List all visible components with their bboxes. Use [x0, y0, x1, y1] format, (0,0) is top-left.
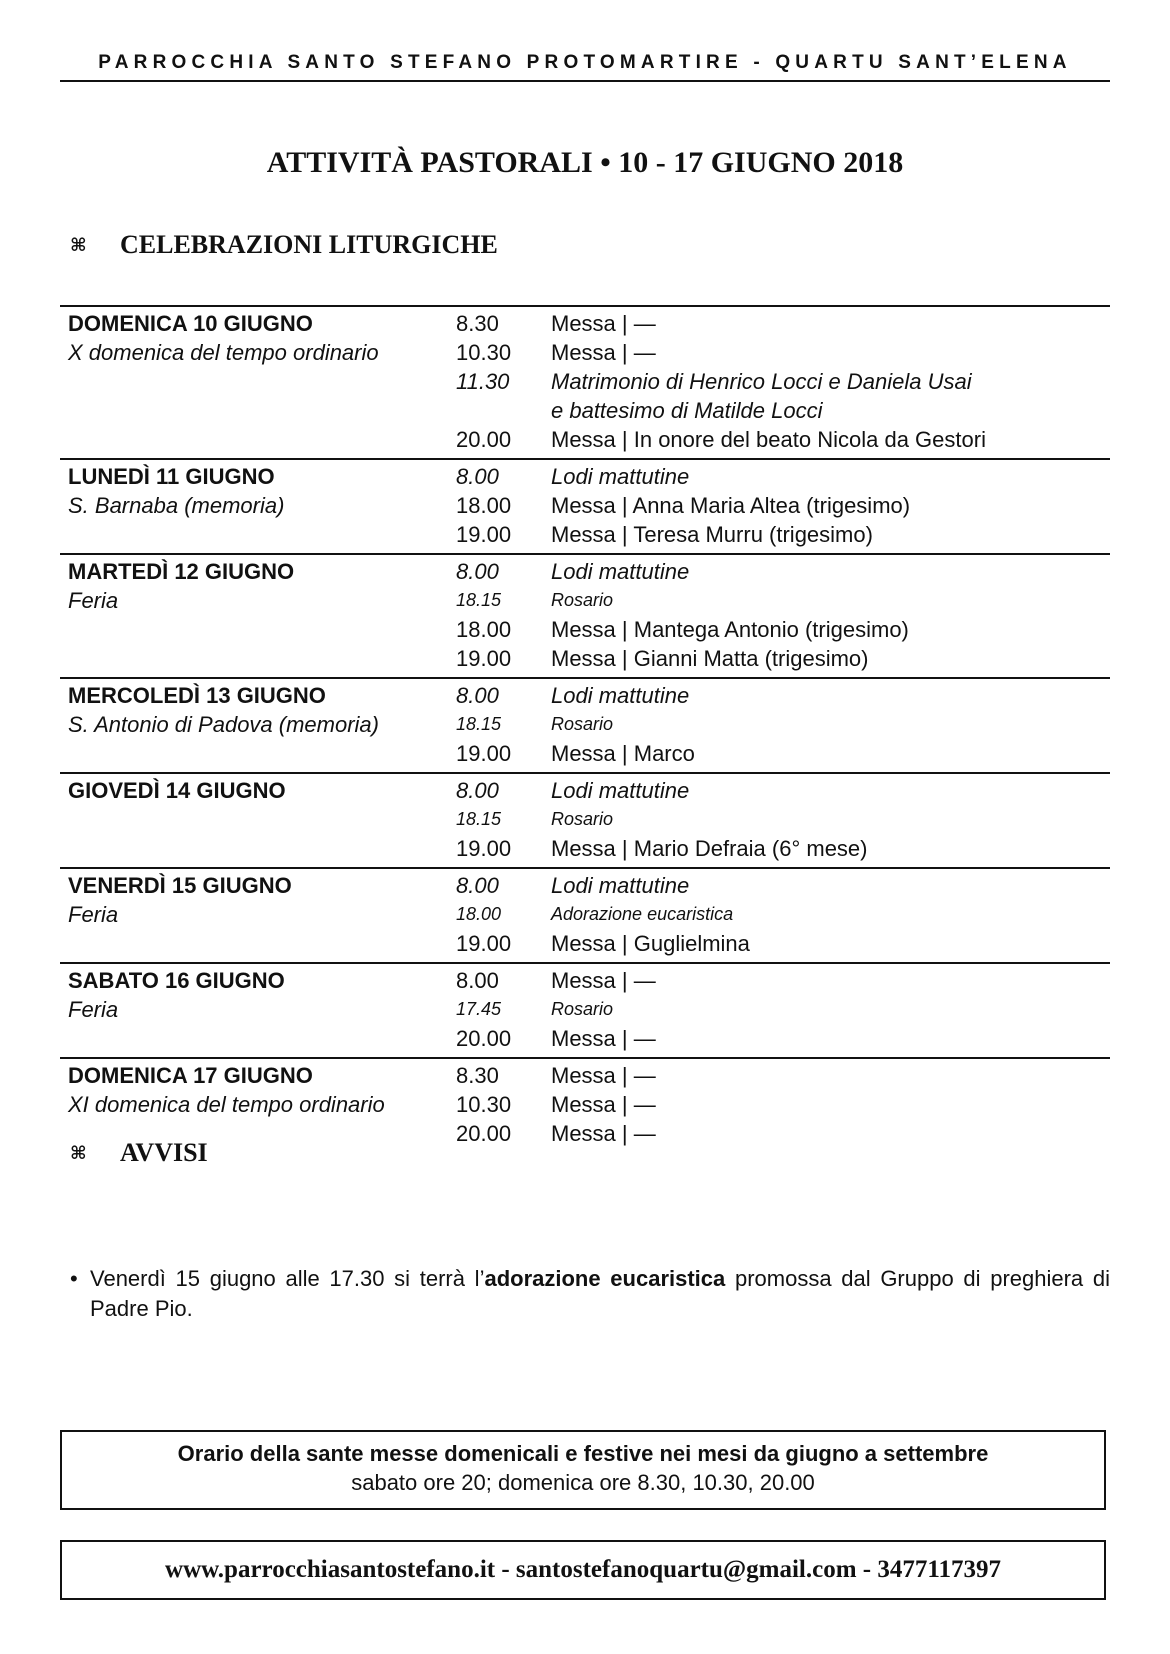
event-text: Messa | —	[551, 1092, 656, 1117]
event-text: Messa | —	[551, 1121, 656, 1146]
day-block	[60, 962, 1110, 1057]
day-label: MARTEDÌ 12 GIUGNO	[68, 559, 295, 584]
notice-text-bold: adorazione eucaristica	[484, 1266, 726, 1291]
day-cell-empty	[60, 834, 456, 863]
star-bullet-icon: ⌘	[70, 234, 87, 255]
star-bullet-icon: ⌘	[70, 1142, 87, 1163]
day-cell-empty	[60, 520, 456, 549]
event-text: Rosario	[551, 714, 614, 734]
event-time: 19.00	[456, 646, 512, 671]
day-description: XI domenica del tempo ordinario	[68, 1092, 385, 1117]
event-text: Messa | —	[551, 340, 656, 365]
event-time: 8.30	[456, 1063, 499, 1088]
event-time: 19.00	[456, 741, 512, 766]
day-label: VENERDÌ 15 GIUGNO	[68, 873, 292, 898]
schedule-row	[60, 520, 1110, 549]
bullet-icon: •	[70, 1266, 78, 1291]
schedule-row	[60, 396, 1110, 425]
event-time: 8.00	[456, 873, 499, 898]
event-text: Messa | In onore del beato Nicola da Gestori	[551, 427, 986, 452]
event-time: 19.00	[456, 522, 512, 547]
schedule-row	[60, 491, 1110, 520]
event-text: Lodi mattutine	[551, 683, 690, 708]
day-cell-empty	[60, 396, 456, 425]
event-time: 19.00	[456, 836, 512, 861]
schedule-row	[60, 776, 1110, 805]
event-time: 20.00	[456, 1026, 512, 1051]
event-time: 11.30	[456, 369, 510, 394]
day-block	[60, 677, 1110, 772]
day-label: LUNEDÌ 11 GIUGNO	[68, 464, 275, 489]
day-block	[60, 305, 1110, 458]
event-text: Rosario	[551, 809, 614, 829]
mass-schedule-box	[60, 1430, 1106, 1510]
schedule-row	[60, 1024, 1110, 1053]
event-text: Lodi mattutine	[551, 873, 690, 898]
event-time: 8.00	[456, 683, 499, 708]
schedule-row	[60, 871, 1110, 900]
event-text: Messa | Mario Defraia (6° mese)	[551, 836, 868, 861]
event-text: Messa | Guglielmina	[551, 931, 750, 956]
contact-box: www.parrocchiasantostefano.it - santostefanoquartu@gmail.com - 3477117397	[60, 1540, 1106, 1600]
event-text: Messa | —	[551, 1063, 656, 1088]
schedule-row	[60, 425, 1110, 454]
day-block	[60, 867, 1110, 962]
section-title: CELEBRAZIONI LITURGICHE	[120, 230, 498, 259]
event-time: 18.00	[456, 617, 512, 642]
schedule-row	[60, 1061, 1110, 1090]
schedule-row	[60, 929, 1110, 958]
event-text: Lodi mattutine	[551, 778, 690, 803]
event-time: 8.30	[456, 311, 499, 336]
event-text: Messa | —	[551, 311, 656, 336]
event-text: Messa | Teresa Murru (trigesimo)	[551, 522, 873, 547]
event-time: 8.00	[456, 559, 499, 584]
day-block	[60, 458, 1110, 553]
schedule-row	[60, 557, 1110, 586]
schedule-row	[60, 739, 1110, 768]
event-text: Messa | Anna Maria Altea (trigesimo)	[551, 493, 911, 518]
event-time: 18.15	[456, 809, 502, 829]
event-time: 17.45	[456, 999, 502, 1019]
notice-item	[70, 1264, 1110, 1324]
day-cell-empty	[60, 929, 456, 958]
event-text: Messa | Marco	[551, 741, 695, 766]
event-text: Messa | —	[551, 1026, 656, 1051]
day-cell-empty	[60, 644, 456, 673]
schedule-row	[60, 586, 1110, 615]
schedule-row	[60, 900, 1110, 929]
event-text: Messa | Mantega Antonio (trigesimo)	[551, 617, 909, 642]
day-label: GIOVEDÌ 14 GIUGNO	[68, 778, 286, 803]
mass-schedule-title: Orario della sante messe domenicali e festive nei mesi da giugno a settembre	[177, 1441, 989, 1466]
schedule-row	[60, 462, 1110, 491]
event-time: 18.15	[456, 714, 502, 734]
day-description: Feria	[68, 902, 119, 927]
day-description: Feria	[68, 997, 119, 1022]
event-time: 10.30	[456, 340, 512, 365]
schedule-row	[60, 1090, 1110, 1119]
day-cell-empty	[60, 425, 456, 454]
event-text: e battesimo di Matilde Locci	[551, 398, 823, 423]
day-description: S. Antonio di Padova (memoria)	[68, 712, 379, 737]
event-time	[456, 396, 551, 425]
event-time: 8.00	[456, 778, 499, 803]
notice-text-post: promossa dal Gruppo di preghiera di Padre Pio.	[90, 1266, 1110, 1321]
event-text: Matrimonio di Henrico Locci e Daniela Usai	[551, 369, 972, 394]
event-text: Rosario	[551, 999, 614, 1019]
day-description: Feria	[68, 588, 119, 613]
schedule-row	[60, 309, 1110, 338]
schedule-row	[60, 367, 1110, 396]
day-description: S. Barnaba (memoria)	[68, 493, 285, 518]
event-time: 18.00	[456, 904, 502, 924]
schedule-row	[60, 834, 1110, 863]
section-avvisi-heading	[70, 1138, 208, 1168]
day-block	[60, 772, 1110, 867]
day-block	[60, 1057, 1110, 1152]
day-label: MERCOLEDÌ 13 GIUGNO	[68, 683, 326, 708]
day-cell-empty	[60, 615, 456, 644]
event-text: Lodi mattutine	[551, 559, 690, 584]
event-text: Messa | Gianni Matta (trigesimo)	[551, 646, 869, 671]
page-title: ATTIVITÀ PASTORALI • 10 - 17 GIUGNO 2018	[266, 146, 904, 179]
schedule-row	[60, 966, 1110, 995]
parish-header: PARROCCHIA SANTO STEFANO PROTOMARTIRE - QUARTU SANT’ELENA	[60, 52, 1110, 82]
event-time: 18.00	[456, 493, 512, 518]
event-text: Messa | —	[551, 968, 656, 993]
notice-text	[90, 1264, 1110, 1324]
liturgical-schedule	[60, 305, 1110, 1152]
day-label: DOMENICA 10 GIUGNO	[68, 311, 313, 336]
day-label: SABATO 16 GIUGNO	[68, 968, 285, 993]
day-cell-empty	[60, 1024, 456, 1053]
day-cell-empty	[60, 805, 456, 834]
event-text: Adorazione eucaristica	[551, 904, 734, 924]
schedule-row	[60, 710, 1110, 739]
schedule-row	[60, 681, 1110, 710]
day-cell-empty	[60, 739, 456, 768]
event-time: 10.30	[456, 1092, 512, 1117]
event-text: Rosario	[551, 590, 614, 610]
event-time: 8.00	[456, 968, 499, 993]
day-block	[60, 553, 1110, 677]
day-cell-empty	[60, 367, 456, 396]
schedule-row	[60, 644, 1110, 673]
event-time: 20.00	[456, 1121, 512, 1146]
event-text: Lodi mattutine	[551, 464, 690, 489]
notice-text-pre: Venerdì 15 giugno alle 17.30 si terrà l’	[90, 1266, 485, 1291]
event-time: 19.00	[456, 931, 512, 956]
schedule-row	[60, 338, 1110, 367]
day-description: X domenica del tempo ordinario	[68, 340, 379, 365]
day-label: DOMENICA 17 GIUGNO	[68, 1063, 313, 1088]
schedule-row	[60, 805, 1110, 834]
event-time: 8.00	[456, 464, 499, 489]
section-title: AVVISI	[120, 1138, 208, 1167]
mass-schedule-times: sabato ore 20; domenica ore 8.30, 10.30, 20.00	[351, 1470, 815, 1495]
schedule-row	[60, 995, 1110, 1024]
event-time: 20.00	[456, 427, 512, 452]
schedule-row	[60, 1119, 1110, 1148]
event-time: 18.15	[456, 590, 502, 610]
section-celebrazioni-heading	[70, 230, 498, 260]
schedule-row	[60, 615, 1110, 644]
